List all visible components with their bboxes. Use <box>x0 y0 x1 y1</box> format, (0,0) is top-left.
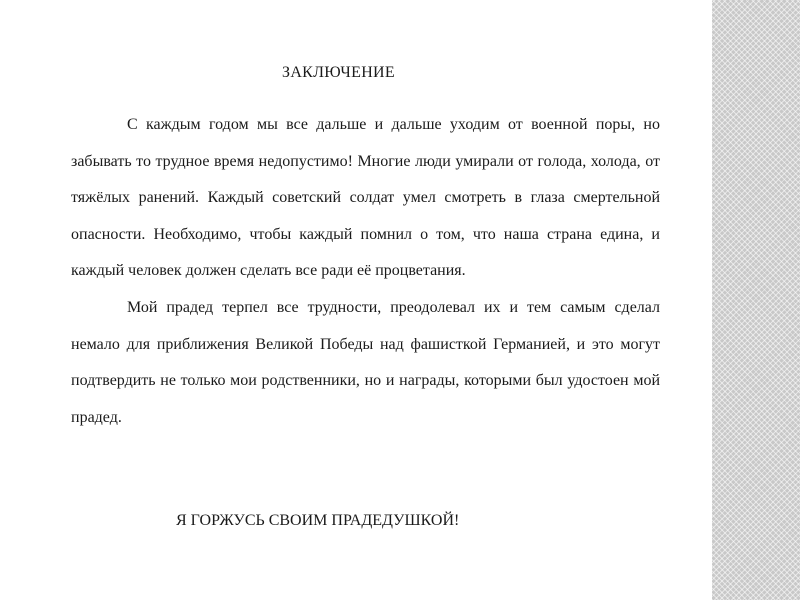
decorative-side-stripe <box>712 0 800 600</box>
closing-statement: Я ГОРЖУСЬ СВОИМ ПРАДЕДУШКОЙ! <box>176 512 460 529</box>
body-text <box>71 107 660 436</box>
paragraph-1: С каждым годом мы все дальше и дальше уходим от военной поры, но забывать то трудное время недопустимо! Многие люди умирали от голода, холода, от тяжёлых ранений. Каждый советский солдат умел смотреть в глаза смертельной опасности. Необходимо, чтобы каждый помнил о том, что наша страна едина, и каждый человек должен сделать все ради её процветания. <box>71 116 660 280</box>
paragraph-2: Мой прадед терпел все трудности, преодолевал их и тем самым сделал немало для приближения Великой Победы над фашисткой Германией, и это могут подтвердить не только мои родственники, но и награды, которыми был удостоен мой прадед. <box>71 298 660 426</box>
page-title: ЗАКЛЮЧЕНИЕ <box>282 64 395 81</box>
